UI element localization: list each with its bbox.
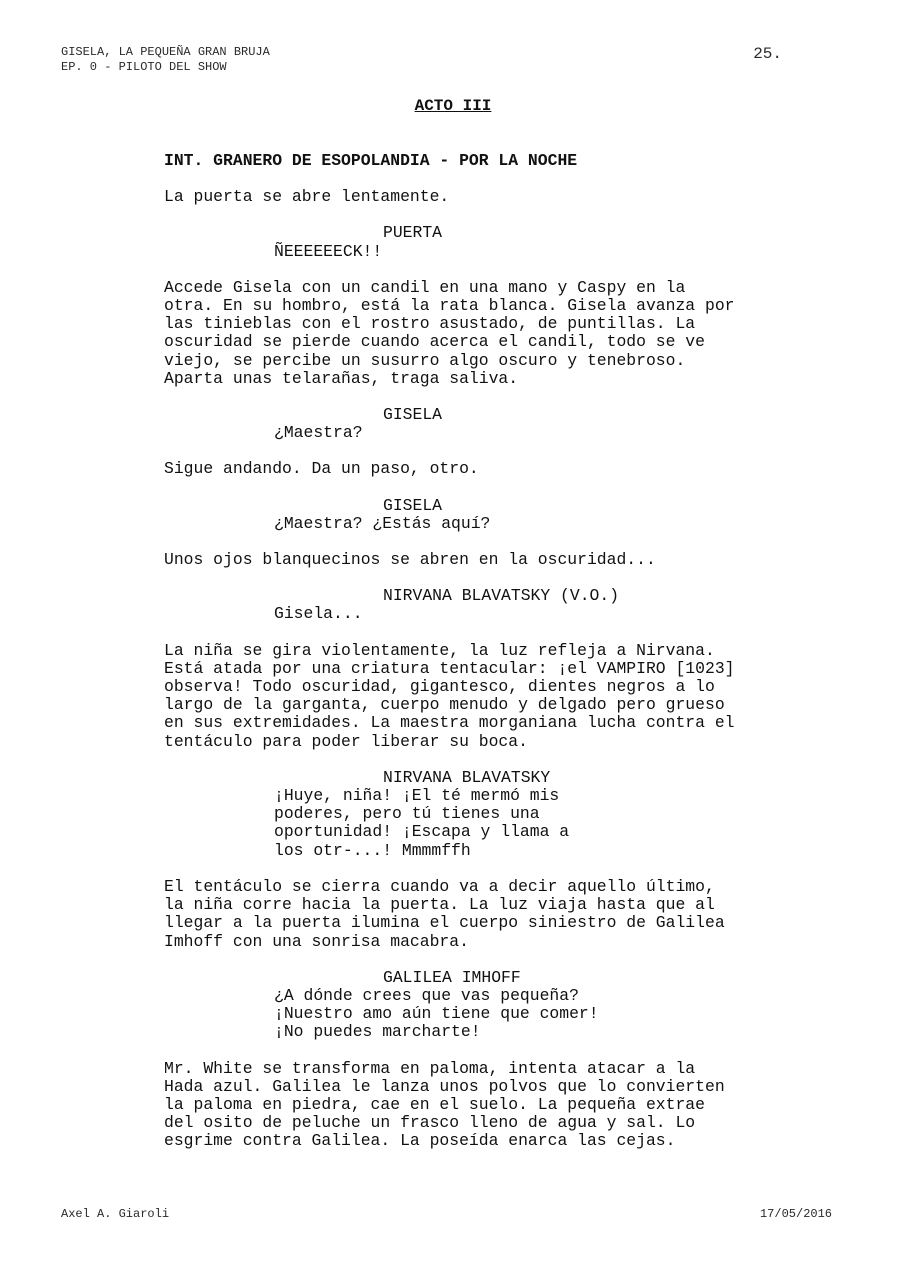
action-paragraph: Mr. White se transforma en paloma, intenta atacar a la Hada azul. Galilea le lanza unos polvos que lo convierten la paloma en piedra, cae en el suelo. La pequeña extrae del osito de peluche un frasco lleno de agua y sal. Lo esgrime contra Galilea. La poseída enarca las cejas. [164, 1058, 725, 1151]
action-paragraph: La niña se gira violentamente, la luz refleja a Nirvana. Está atada por una criatura tentacular: ¡el VAMPIRO [1023] observa! Todo oscuridad, gigantesco, dientes negros a lo largo de la garganta, cuerpo menudo y delgado pero grueso en sus extremidades. La maestra morganiana lucha contra el tentáculo para poder liberar su boca. [164, 640, 735, 751]
character-name: NIRVANA BLAVATSKY [383, 767, 551, 787]
page-number: 25. [753, 45, 782, 63]
dialogue-block [164, 224, 814, 260]
character-name: GISELA [383, 495, 443, 515]
action-paragraph: Unos ojos blanquecinos se abren en la oscuridad... [164, 550, 656, 570]
footer-author: Axel A. Giaroli [61, 1207, 170, 1221]
scene-heading: INT. GRANERO DE ESOPOLANDIA - POR LA NOCHE [164, 151, 578, 170]
dialogue-line: ¿Maestra? ¿Estás aquí? [274, 513, 491, 533]
character-name: GALILEA IMHOFF [383, 967, 521, 987]
dialogue-line: Gisela... [274, 604, 363, 624]
act-heading [0, 97, 906, 115]
dialogue-line: ÑEEEEEECK!! [274, 241, 383, 261]
header-title-line: GISELA, LA PEQUEÑA GRAN BRUJA [61, 45, 270, 59]
action-paragraph: El tentáculo se cierra cuando va a decir aquello último, la niña corre hacia la puerta. La luz viaja hasta que al llegar a la puerta ilumina el cuerpo siniestro de Galilea Imhoff con una sonrisa macabra. [164, 876, 725, 951]
page-header-title [61, 45, 270, 75]
dialogue-line: ¿A dónde crees que vas pequeña? ¡Nuestro amo aún tiene que comer! ¡No puedes marcharte! [274, 985, 599, 1042]
character-name: GISELA [383, 405, 443, 425]
act-heading-text: ACTO III [414, 97, 492, 115]
dialogue-block [164, 969, 814, 1042]
script-body [164, 152, 814, 1169]
footer-date: 17/05/2016 [759, 1207, 832, 1221]
dialogue-block [164, 497, 814, 533]
action-paragraph: La puerta se abre lentamente. [164, 187, 450, 207]
dialogue-line: ¡Huye, niña! ¡El té mermó mis poderes, pero tú tienes una oportunidad! ¡Escapa y llama a los otr-...! Mmmmffh [274, 786, 570, 860]
action-paragraph: Accede Gisela con un candil en una mano y Caspy en la otra. En su hombro, está la rata blanca. Gisela avanza por las tinieblas con el rostro asustado, de puntillas. La oscuridad se pierde cuando acerca el candil, todo se ve viejo, se percibe un susurro algo oscuro y tenebroso. Aparta unas telarañas, traga saliva. [164, 277, 735, 388]
dialogue-line: ¿Maestra? [274, 423, 363, 443]
character-name: PUERTA [383, 223, 443, 243]
dialogue-block [164, 406, 814, 442]
character-name: NIRVANA BLAVATSKY (V.O.) [383, 586, 620, 606]
action-paragraph: Sigue andando. Da un paso, otro. [164, 459, 479, 479]
header-episode-line: EP. 0 - PILOTO DEL SHOW [61, 60, 227, 74]
dialogue-block [164, 769, 814, 860]
dialogue-block [164, 587, 814, 623]
